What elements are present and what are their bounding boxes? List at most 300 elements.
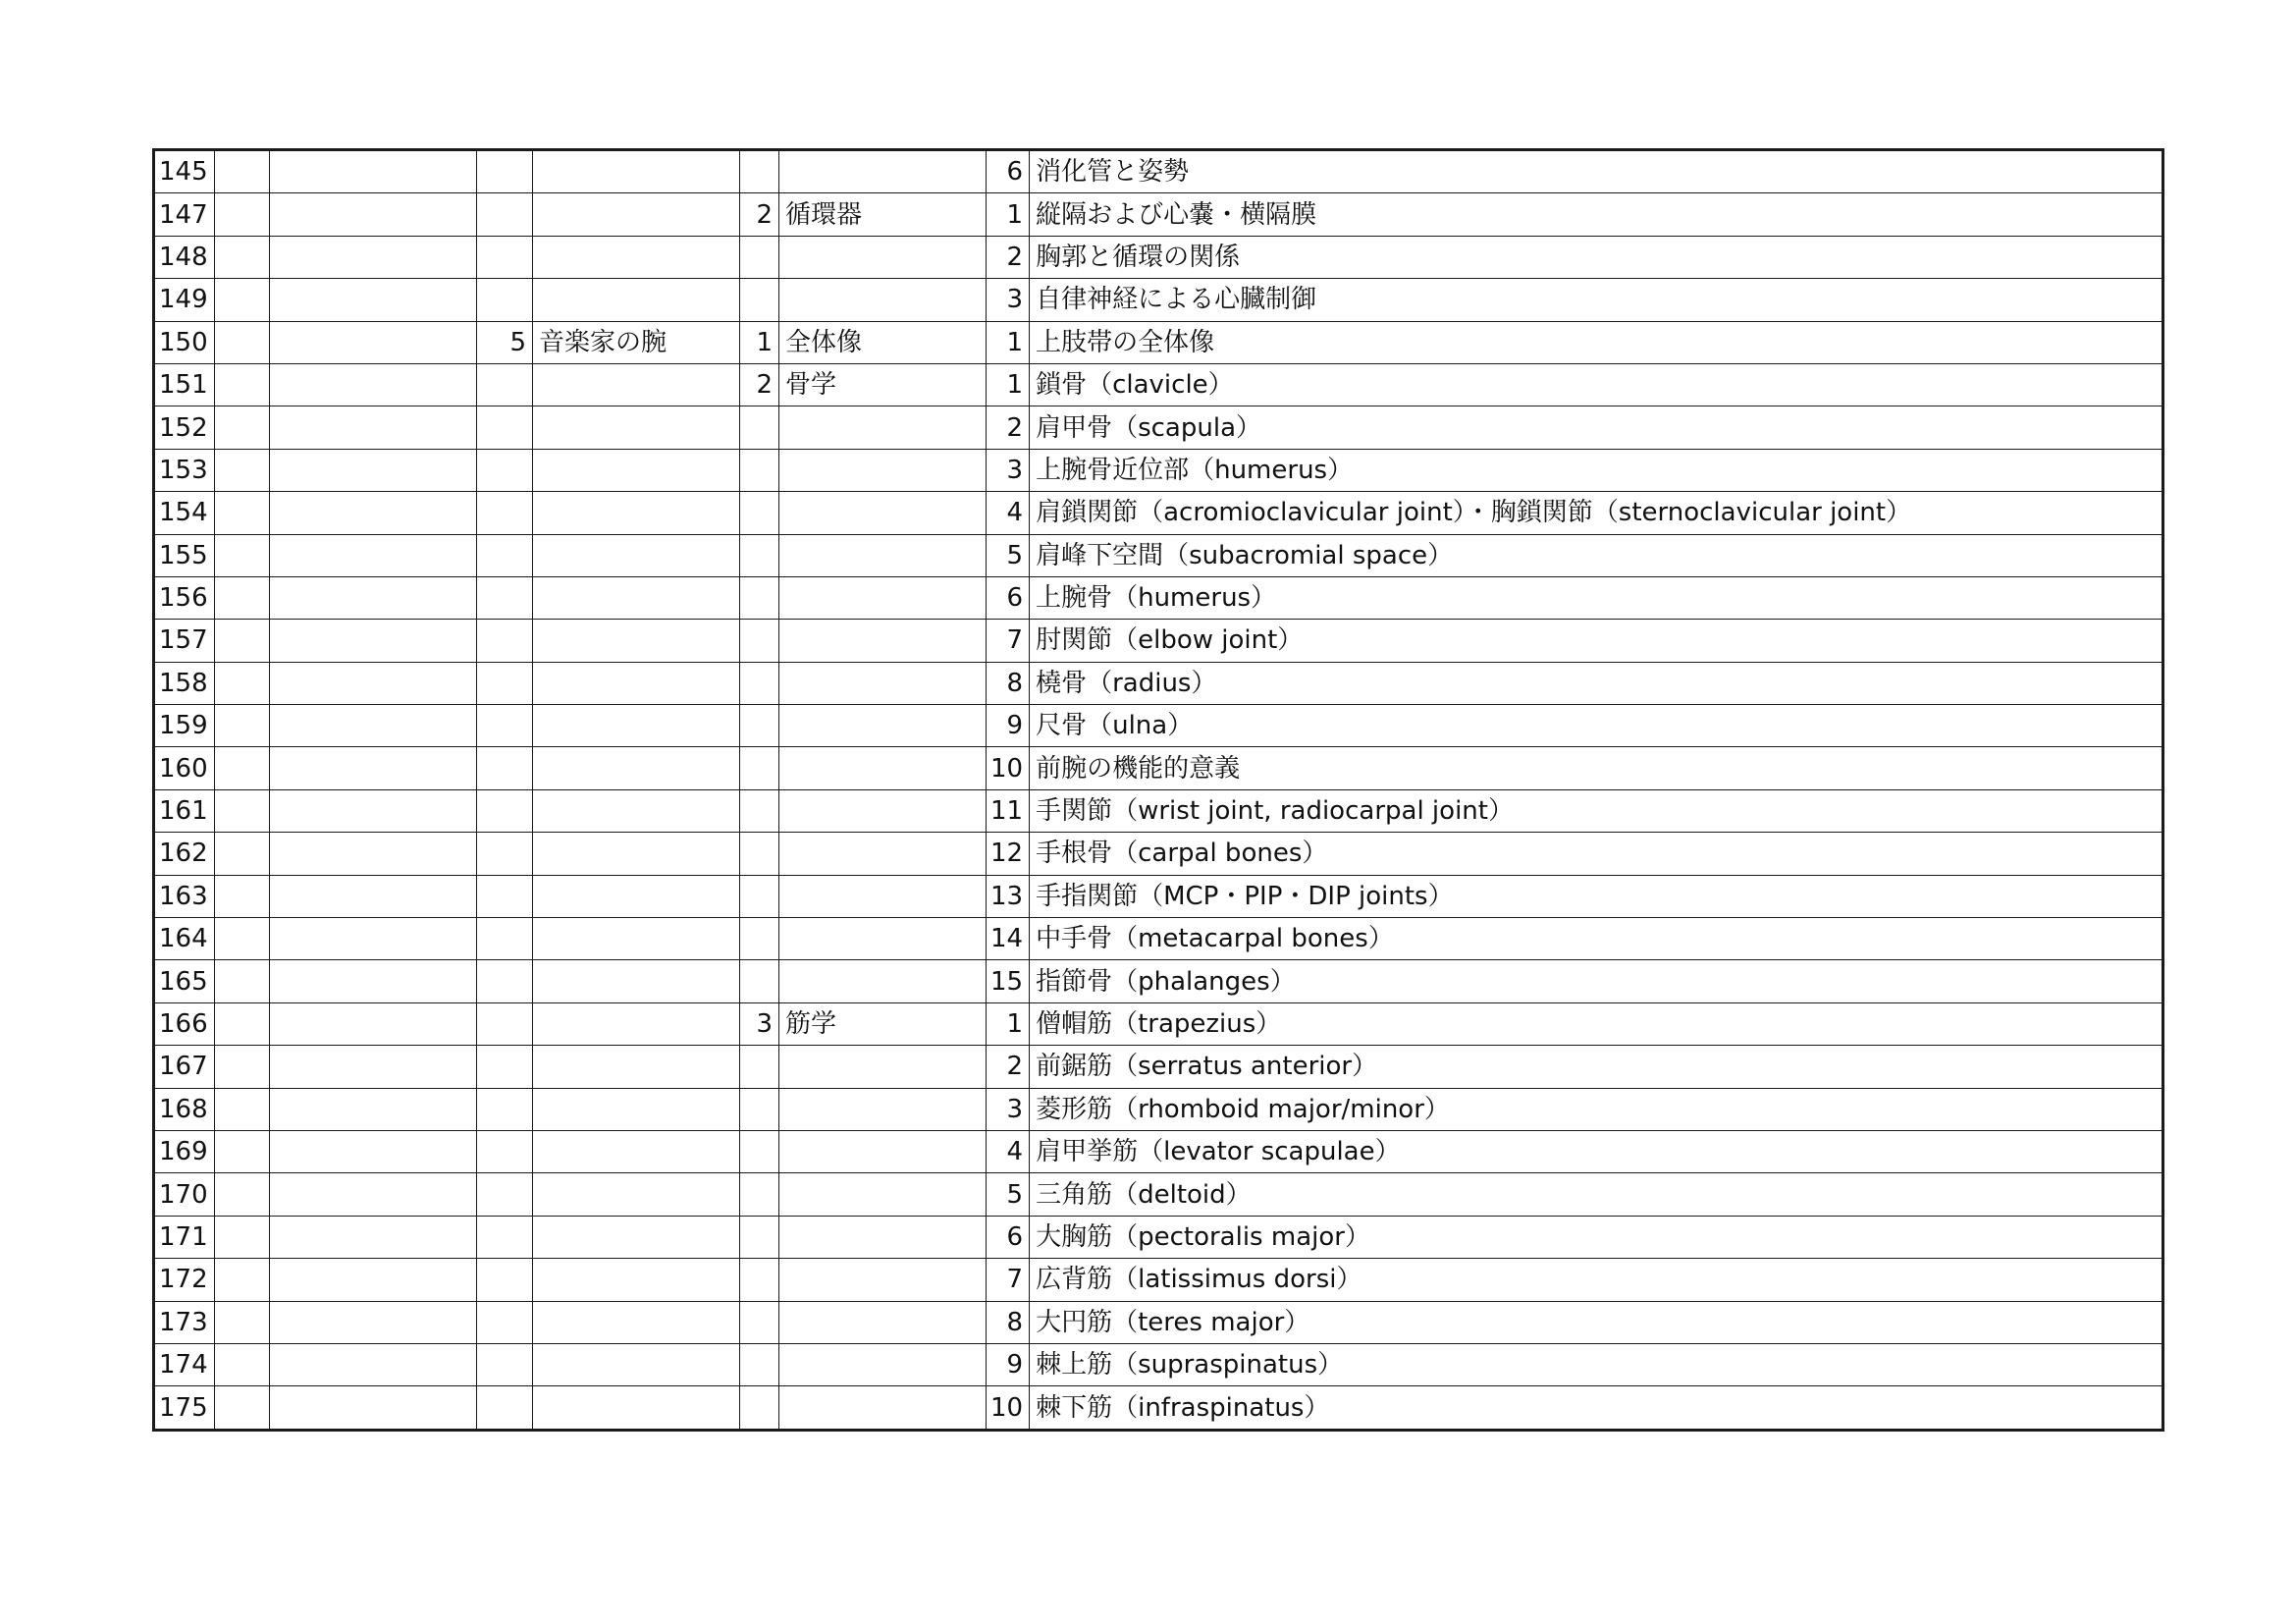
item-number-cell: 9 — [987, 705, 1030, 747]
chapter-title-cell — [533, 193, 740, 236]
table-row — [154, 406, 2163, 449]
level1-title-cell — [270, 747, 477, 789]
section-title-cell — [779, 833, 987, 875]
chapter-title-cell — [533, 1002, 740, 1045]
table-row — [154, 1259, 2163, 1301]
section-number-cell: 2 — [740, 363, 779, 406]
section-title-cell — [779, 1343, 987, 1385]
table-row — [154, 747, 2163, 789]
section-number-cell — [740, 1046, 779, 1088]
item-number-cell: 7 — [987, 620, 1030, 662]
item-title-cell: 三角筋（deltoid） — [1030, 1173, 2163, 1216]
level1-title-cell — [270, 193, 477, 236]
row-number-cell: 161 — [154, 789, 215, 832]
chapter-number-cell — [477, 620, 533, 662]
chapter-number-cell — [477, 960, 533, 1002]
item-number-cell: 3 — [987, 1088, 1030, 1130]
row-number-cell: 157 — [154, 620, 215, 662]
item-title-cell: 手根骨（carpal bones） — [1030, 833, 2163, 875]
table-row — [154, 1301, 2163, 1343]
item-number-cell: 13 — [987, 875, 1030, 917]
table-row — [154, 236, 2163, 278]
table-row — [154, 620, 2163, 662]
row-number-cell: 155 — [154, 534, 215, 576]
chapter-number-cell: 5 — [477, 321, 533, 363]
level1-number-cell — [215, 620, 270, 662]
section-title-cell: 循環器 — [779, 193, 987, 236]
level1-number-cell — [215, 1173, 270, 1216]
table-row — [154, 279, 2163, 321]
chapter-number-cell — [477, 406, 533, 449]
item-number-cell: 1 — [987, 1002, 1030, 1045]
section-title-cell — [779, 918, 987, 960]
table-row — [154, 321, 2163, 363]
table-row — [154, 1002, 2163, 1045]
chapter-number-cell — [477, 833, 533, 875]
chapter-number-cell — [477, 1088, 533, 1130]
item-title-cell: 上腕骨近位部（humerus） — [1030, 449, 2163, 491]
outline-table — [152, 148, 2164, 1432]
row-number-cell: 147 — [154, 193, 215, 236]
level1-number-cell — [215, 576, 270, 619]
item-number-cell: 7 — [987, 1259, 1030, 1301]
level1-number-cell — [215, 363, 270, 406]
table-row — [154, 1216, 2163, 1258]
level1-number-cell — [215, 1301, 270, 1343]
row-number-cell: 150 — [154, 321, 215, 363]
item-title-cell: 鎖骨（clavicle） — [1030, 363, 2163, 406]
level1-title-cell — [270, 875, 477, 917]
chapter-number-cell — [477, 576, 533, 619]
row-number-cell: 148 — [154, 236, 215, 278]
section-number-cell — [740, 1173, 779, 1216]
row-number-cell: 152 — [154, 406, 215, 449]
table-row — [154, 492, 2163, 534]
row-number-cell: 163 — [154, 875, 215, 917]
row-number-cell: 160 — [154, 747, 215, 789]
level1-title-cell — [270, 449, 477, 491]
table-row — [154, 449, 2163, 491]
chapter-title-cell — [533, 833, 740, 875]
level1-title-cell — [270, 789, 477, 832]
section-number-cell — [740, 918, 779, 960]
level1-number-cell — [215, 449, 270, 491]
chapter-title-cell — [533, 1301, 740, 1343]
item-number-cell: 9 — [987, 1343, 1030, 1385]
chapter-number-cell — [477, 1046, 533, 1088]
chapter-number-cell — [477, 363, 533, 406]
chapter-number-cell — [477, 1386, 533, 1430]
chapter-title-cell — [533, 875, 740, 917]
item-title-cell: 前鋸筋（serratus anterior） — [1030, 1046, 2163, 1088]
section-number-cell — [740, 1259, 779, 1301]
item-number-cell: 15 — [987, 960, 1030, 1002]
chapter-number-cell — [477, 1173, 533, 1216]
item-title-cell: 指節骨（phalanges） — [1030, 960, 2163, 1002]
chapter-title-cell — [533, 363, 740, 406]
section-title-cell — [779, 875, 987, 917]
section-number-cell — [740, 1386, 779, 1430]
item-number-cell: 3 — [987, 279, 1030, 321]
item-number-cell: 4 — [987, 1130, 1030, 1172]
chapter-title-cell: 音楽家の腕 — [533, 321, 740, 363]
section-number-cell: 2 — [740, 193, 779, 236]
chapter-title-cell — [533, 534, 740, 576]
item-number-cell: 10 — [987, 1386, 1030, 1430]
table-row — [154, 1088, 2163, 1130]
table-row — [154, 534, 2163, 576]
item-number-cell: 2 — [987, 236, 1030, 278]
chapter-title-cell — [533, 150, 740, 193]
level1-number-cell — [215, 789, 270, 832]
table-row — [154, 1130, 2163, 1172]
item-title-cell: 大胸筋（pectoralis major） — [1030, 1216, 2163, 1258]
chapter-title-cell — [533, 662, 740, 704]
level1-number-cell — [215, 1002, 270, 1045]
section-number-cell: 1 — [740, 321, 779, 363]
level1-title-cell — [270, 279, 477, 321]
item-number-cell: 8 — [987, 662, 1030, 704]
level1-title-cell — [270, 620, 477, 662]
row-number-cell: 167 — [154, 1046, 215, 1088]
section-number-cell — [740, 1343, 779, 1385]
chapter-title-cell — [533, 1173, 740, 1216]
chapter-title-cell — [533, 1046, 740, 1088]
table-row — [154, 1343, 2163, 1385]
chapter-title-cell — [533, 449, 740, 491]
item-number-cell: 5 — [987, 534, 1030, 576]
level1-title-cell — [270, 833, 477, 875]
level1-number-cell — [215, 1046, 270, 1088]
level1-title-cell — [270, 1343, 477, 1385]
level1-number-cell — [215, 1386, 270, 1430]
item-number-cell: 6 — [987, 576, 1030, 619]
row-number-cell: 165 — [154, 960, 215, 1002]
level1-title-cell — [270, 1002, 477, 1045]
section-number-cell — [740, 662, 779, 704]
section-number-cell — [740, 875, 779, 917]
level1-number-cell — [215, 960, 270, 1002]
section-title-cell — [779, 576, 987, 619]
item-number-cell: 1 — [987, 193, 1030, 236]
row-number-cell: 166 — [154, 1002, 215, 1045]
section-title-cell — [779, 1088, 987, 1130]
row-number-cell: 153 — [154, 449, 215, 491]
section-title-cell: 全体像 — [779, 321, 987, 363]
level1-number-cell — [215, 193, 270, 236]
level1-number-cell — [215, 1259, 270, 1301]
row-number-cell: 170 — [154, 1173, 215, 1216]
item-title-cell: 自律神経による心臓制御 — [1030, 279, 2163, 321]
level1-title-cell — [270, 1259, 477, 1301]
level1-title-cell — [270, 236, 477, 278]
chapter-number-cell — [477, 1130, 533, 1172]
level1-title-cell — [270, 150, 477, 193]
section-title-cell — [779, 1259, 987, 1301]
section-number-cell — [740, 150, 779, 193]
section-number-cell — [740, 960, 779, 1002]
table-row — [154, 150, 2163, 193]
chapter-title-cell — [533, 1259, 740, 1301]
chapter-title-cell — [533, 918, 740, 960]
chapter-number-cell — [477, 918, 533, 960]
item-title-cell: 前腕の機能的意義 — [1030, 747, 2163, 789]
level1-number-cell — [215, 747, 270, 789]
item-title-cell: 棘下筋（infraspinatus） — [1030, 1386, 2163, 1430]
section-number-cell — [740, 747, 779, 789]
chapter-number-cell — [477, 747, 533, 789]
chapter-title-cell — [533, 1130, 740, 1172]
chapter-title-cell — [533, 279, 740, 321]
item-number-cell: 6 — [987, 150, 1030, 193]
item-number-cell: 12 — [987, 833, 1030, 875]
table-body — [154, 150, 2163, 1431]
table-row — [154, 1386, 2163, 1430]
chapter-title-cell — [533, 1216, 740, 1258]
chapter-title-cell — [533, 747, 740, 789]
table-row — [154, 576, 2163, 619]
section-title-cell — [779, 236, 987, 278]
chapter-number-cell — [477, 150, 533, 193]
section-title-cell — [779, 1130, 987, 1172]
item-number-cell: 11 — [987, 789, 1030, 832]
item-title-cell: 肩甲挙筋（levator scapulae） — [1030, 1130, 2163, 1172]
level1-number-cell — [215, 875, 270, 917]
chapter-title-cell — [533, 1386, 740, 1430]
chapter-title-cell — [533, 1088, 740, 1130]
level1-number-cell — [215, 918, 270, 960]
chapter-number-cell — [477, 1002, 533, 1045]
chapter-title-cell — [533, 576, 740, 619]
section-title-cell — [779, 406, 987, 449]
row-number-cell: 151 — [154, 363, 215, 406]
table-row — [154, 363, 2163, 406]
item-title-cell: 手関節（wrist joint, radiocarpal joint） — [1030, 789, 2163, 832]
level1-number-cell — [215, 406, 270, 449]
level1-title-cell — [270, 662, 477, 704]
table-row — [154, 789, 2163, 832]
level1-title-cell — [270, 1130, 477, 1172]
section-title-cell — [779, 150, 987, 193]
chapter-number-cell — [477, 236, 533, 278]
item-title-cell: 肩峰下空間（subacromial space） — [1030, 534, 2163, 576]
level1-number-cell — [215, 321, 270, 363]
chapter-number-cell — [477, 492, 533, 534]
section-title-cell — [779, 1173, 987, 1216]
chapter-number-cell — [477, 1259, 533, 1301]
chapter-title-cell — [533, 789, 740, 832]
item-title-cell: 胸郭と循環の関係 — [1030, 236, 2163, 278]
item-title-cell: 橈骨（radius） — [1030, 662, 2163, 704]
section-title-cell — [779, 960, 987, 1002]
chapter-number-cell — [477, 449, 533, 491]
level1-title-cell — [270, 363, 477, 406]
item-title-cell: 中手骨（metacarpal bones） — [1030, 918, 2163, 960]
level1-number-cell — [215, 1343, 270, 1385]
section-title-cell: 骨学 — [779, 363, 987, 406]
section-number-cell — [740, 492, 779, 534]
chapter-number-cell — [477, 1216, 533, 1258]
level1-title-cell — [270, 1301, 477, 1343]
table-row — [154, 705, 2163, 747]
section-number-cell — [740, 279, 779, 321]
section-number-cell — [740, 620, 779, 662]
chapter-number-cell — [477, 279, 533, 321]
section-number-cell — [740, 236, 779, 278]
section-title-cell — [779, 534, 987, 576]
level1-title-cell — [270, 406, 477, 449]
item-title-cell: 肩甲骨（scapula） — [1030, 406, 2163, 449]
level1-number-cell — [215, 492, 270, 534]
section-title-cell: 筋学 — [779, 1002, 987, 1045]
chapter-title-cell — [533, 620, 740, 662]
section-number-cell — [740, 449, 779, 491]
section-number-cell — [740, 576, 779, 619]
chapter-number-cell — [477, 1343, 533, 1385]
level1-title-cell — [270, 960, 477, 1002]
section-number-cell — [740, 1088, 779, 1130]
section-number-cell — [740, 406, 779, 449]
row-number-cell: 169 — [154, 1130, 215, 1172]
table-row — [154, 193, 2163, 236]
item-number-cell: 1 — [987, 321, 1030, 363]
item-title-cell: 肩鎖関節（acromioclavicular joint）・胸鎖関節（sternoclavicular joint） — [1030, 492, 2163, 534]
table-row — [154, 662, 2163, 704]
level1-title-cell — [270, 918, 477, 960]
section-title-cell — [779, 789, 987, 832]
row-number-cell: 173 — [154, 1301, 215, 1343]
row-number-cell: 145 — [154, 150, 215, 193]
item-title-cell: 上腕骨（humerus） — [1030, 576, 2163, 619]
item-number-cell: 5 — [987, 1173, 1030, 1216]
chapter-title-cell — [533, 705, 740, 747]
level1-number-cell — [215, 150, 270, 193]
item-title-cell: 尺骨（ulna） — [1030, 705, 2163, 747]
item-title-cell: 上肢帯の全体像 — [1030, 321, 2163, 363]
row-number-cell: 175 — [154, 1386, 215, 1430]
chapter-number-cell — [477, 193, 533, 236]
item-title-cell: 大円筋（teres major） — [1030, 1301, 2163, 1343]
level1-title-cell — [270, 1216, 477, 1258]
level1-title-cell — [270, 534, 477, 576]
item-title-cell: 肘関節（elbow joint） — [1030, 620, 2163, 662]
table-row — [154, 1046, 2163, 1088]
item-title-cell: 菱形筋（rhomboid major/minor） — [1030, 1088, 2163, 1130]
section-title-cell — [779, 1386, 987, 1430]
chapter-number-cell — [477, 534, 533, 576]
row-number-cell: 154 — [154, 492, 215, 534]
section-title-cell — [779, 747, 987, 789]
item-title-cell: 手指関節（MCP・PIP・DIP joints） — [1030, 875, 2163, 917]
row-number-cell: 171 — [154, 1216, 215, 1258]
item-number-cell: 2 — [987, 406, 1030, 449]
table-row — [154, 875, 2163, 917]
level1-number-cell — [215, 1216, 270, 1258]
row-number-cell: 162 — [154, 833, 215, 875]
level1-title-cell — [270, 1046, 477, 1088]
level1-title-cell — [270, 1173, 477, 1216]
section-number-cell — [740, 789, 779, 832]
section-title-cell — [779, 662, 987, 704]
level1-title-cell — [270, 321, 477, 363]
item-number-cell: 4 — [987, 492, 1030, 534]
level1-number-cell — [215, 1130, 270, 1172]
level1-number-cell — [215, 662, 270, 704]
section-number-cell — [740, 1130, 779, 1172]
row-number-cell: 164 — [154, 918, 215, 960]
section-title-cell — [779, 279, 987, 321]
table-row — [154, 1173, 2163, 1216]
section-title-cell — [779, 1301, 987, 1343]
item-title-cell: 棘上筋（supraspinatus） — [1030, 1343, 2163, 1385]
level1-title-cell — [270, 1088, 477, 1130]
chapter-title-cell — [533, 960, 740, 1002]
table-row — [154, 833, 2163, 875]
section-title-cell — [779, 1046, 987, 1088]
chapter-number-cell — [477, 662, 533, 704]
section-number-cell — [740, 833, 779, 875]
level1-number-cell — [215, 236, 270, 278]
row-number-cell: 168 — [154, 1088, 215, 1130]
section-number-cell — [740, 1216, 779, 1258]
section-number-cell: 3 — [740, 1002, 779, 1045]
section-title-cell — [779, 1216, 987, 1258]
row-number-cell: 149 — [154, 279, 215, 321]
chapter-title-cell — [533, 492, 740, 534]
item-title-cell: 広背筋（latissimus dorsi） — [1030, 1259, 2163, 1301]
level1-number-cell — [215, 833, 270, 875]
chapter-title-cell — [533, 406, 740, 449]
row-number-cell: 156 — [154, 576, 215, 619]
item-number-cell: 3 — [987, 449, 1030, 491]
level1-number-cell — [215, 279, 270, 321]
level1-number-cell — [215, 705, 270, 747]
section-title-cell — [779, 705, 987, 747]
item-number-cell: 10 — [987, 747, 1030, 789]
section-number-cell — [740, 1301, 779, 1343]
row-number-cell: 159 — [154, 705, 215, 747]
item-number-cell: 14 — [987, 918, 1030, 960]
table-row — [154, 960, 2163, 1002]
section-title-cell — [779, 449, 987, 491]
level1-title-cell — [270, 1386, 477, 1430]
level1-number-cell — [215, 534, 270, 576]
item-title-cell: 僧帽筋（trapezius） — [1030, 1002, 2163, 1045]
section-number-cell — [740, 705, 779, 747]
table-row — [154, 918, 2163, 960]
section-title-cell — [779, 492, 987, 534]
item-number-cell: 1 — [987, 363, 1030, 406]
level1-title-cell — [270, 492, 477, 534]
section-number-cell — [740, 534, 779, 576]
level1-title-cell — [270, 576, 477, 619]
chapter-number-cell — [477, 875, 533, 917]
level1-title-cell — [270, 705, 477, 747]
chapter-number-cell — [477, 789, 533, 832]
row-number-cell: 174 — [154, 1343, 215, 1385]
chapter-number-cell — [477, 1301, 533, 1343]
chapter-number-cell — [477, 705, 533, 747]
item-number-cell: 8 — [987, 1301, 1030, 1343]
item-title-cell: 縦隔および心嚢・横隔膜 — [1030, 193, 2163, 236]
section-title-cell — [779, 620, 987, 662]
row-number-cell: 172 — [154, 1259, 215, 1301]
chapter-title-cell — [533, 236, 740, 278]
chapter-title-cell — [533, 1343, 740, 1385]
item-title-cell: 消化管と姿勢 — [1030, 150, 2163, 193]
level1-number-cell — [215, 1088, 270, 1130]
item-number-cell: 6 — [987, 1216, 1030, 1258]
